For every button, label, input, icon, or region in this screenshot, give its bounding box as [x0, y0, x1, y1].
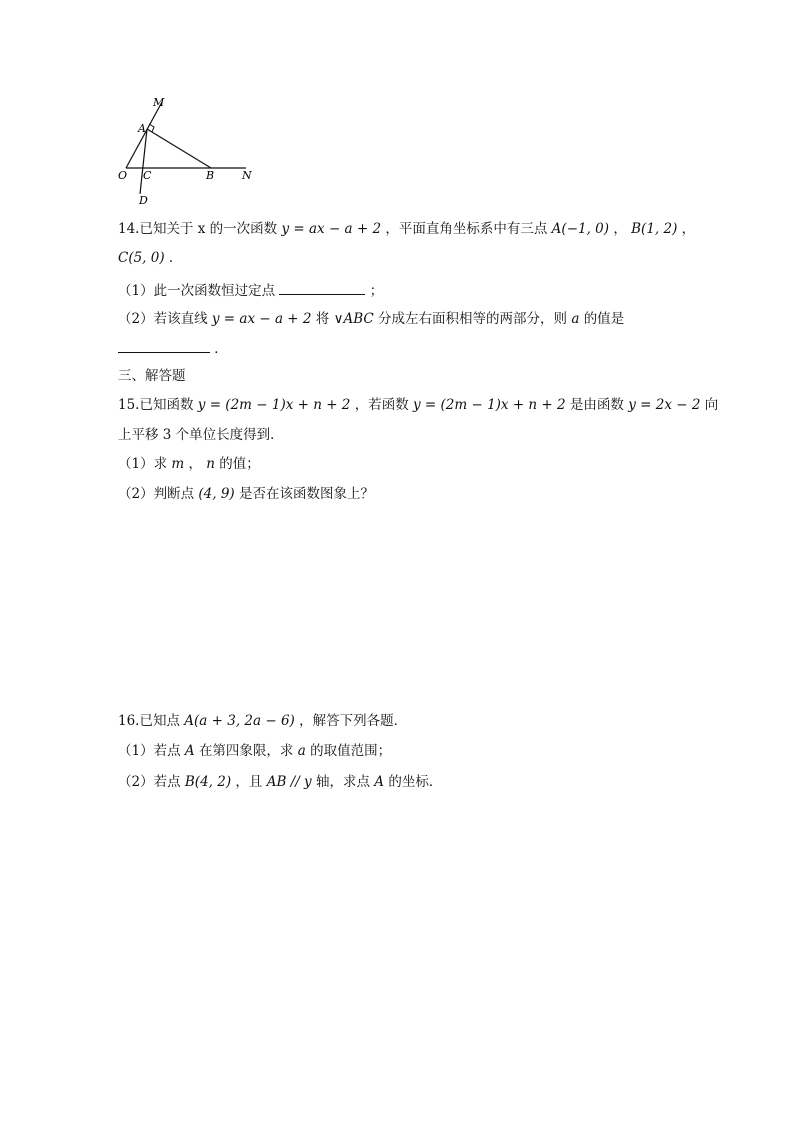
- q16-part2-prefix: （2）若点: [118, 774, 181, 790]
- label-M: M: [153, 96, 165, 109]
- q14-part2-line2: [118, 338, 228, 359]
- label-N: N: [242, 169, 252, 182]
- q15-part2-point: (4, 9): [198, 486, 235, 502]
- q14-part2-formula: y = ax − a + 2: [211, 311, 312, 327]
- q14-part2-tail: 的值是: [583, 311, 625, 327]
- q16-part2: [118, 772, 442, 792]
- q14-part2: [118, 309, 624, 329]
- label-O: O: [118, 169, 128, 182]
- q14-line2-end: ．: [168, 250, 183, 266]
- q14-point-A: A(−1, 0): [551, 221, 610, 237]
- q14-part1: [118, 280, 383, 301]
- q14-part1-end: ；: [369, 283, 384, 299]
- q14-part1-blank[interactable]: [279, 280, 365, 295]
- q16-part1-var: a: [297, 743, 306, 759]
- q16-prefix: 16.已知点: [118, 713, 180, 729]
- label-C: C: [143, 169, 152, 182]
- q16-part2-end: 的坐标．: [388, 774, 443, 790]
- q14-part2-triangle: ∨ABC: [333, 311, 374, 327]
- q15-formula2: y = (2m − 1)x + n + 2: [413, 397, 566, 413]
- q15-part1: [118, 454, 260, 474]
- q15-mid2: 是由函数: [569, 397, 624, 413]
- q15-part1-n: n: [206, 456, 215, 472]
- q15-part2: [118, 484, 374, 504]
- section-title-answers: 三、解答题: [118, 368, 186, 384]
- q15-part1-end: 的值；: [219, 456, 260, 472]
- q14-line1: [118, 219, 695, 239]
- q14-middle: ，平面直角坐标系中有三点: [385, 221, 548, 237]
- q15-part2-end: 是否在该函数图象上？: [238, 486, 374, 502]
- q16-part2-mid: ，且: [235, 774, 263, 790]
- q14-line2: [118, 248, 182, 268]
- q14-part1-prefix: （1）此一次函数恒过定点: [118, 283, 276, 299]
- q14-part2-mid: 将: [315, 311, 330, 327]
- q15-part1-prefix: （1）求: [118, 456, 168, 472]
- label-A: A: [138, 122, 146, 135]
- q15-prefix: 15.已知函数: [118, 397, 194, 413]
- line-AD: [140, 129, 147, 194]
- geometry-figure: [112, 92, 272, 210]
- q14-sep1: ，: [613, 221, 627, 237]
- q14-prefix: 14.已知关于 x 的一次函数: [118, 221, 278, 237]
- q15-mid: ，若函数: [354, 397, 409, 413]
- q14-part2-var: a: [571, 311, 580, 327]
- label-B: B: [206, 169, 215, 182]
- q14-sep2: ，: [681, 221, 696, 237]
- q16-part1-mid: 在第四象限，求: [198, 743, 294, 759]
- q14-point-C: C(5, 0): [118, 250, 165, 266]
- q15-line1: [118, 395, 718, 415]
- q15-tail: 向: [704, 397, 719, 413]
- q15-formula3: y = 2x − 2: [628, 397, 701, 413]
- q16-part2-B: B(4, 2): [184, 774, 232, 790]
- q15-part1-sep: ，: [188, 456, 202, 472]
- q15-line2: 上平移 3 个单位长度得到．: [118, 427, 284, 443]
- line-AB: [147, 129, 211, 168]
- q16-part1-A: A: [184, 743, 195, 759]
- q16-part1-end: 的取值范围；: [310, 743, 392, 759]
- q15-part1-m: m: [171, 456, 185, 472]
- q15-part2-prefix: （2）判断点: [118, 486, 195, 502]
- label-D: D: [139, 194, 148, 207]
- q14-point-B: B(1, 2): [631, 221, 678, 237]
- q14-part2-prefix: （2）若该直线: [118, 311, 208, 327]
- q16-part2-AB: AB // y: [266, 774, 312, 790]
- q16-line1: [118, 711, 407, 731]
- q15-formula1: y = (2m − 1)x + n + 2: [197, 397, 351, 413]
- q14-part2-rest: 分成左右面积相等的两部分，则: [378, 311, 568, 327]
- q16-part2-tail: 轴，求点: [315, 774, 370, 790]
- q16-tail: ，解答下列各题．: [299, 713, 408, 729]
- q16-part1-prefix: （1）若点: [118, 743, 181, 759]
- q14-part2-end: ．: [214, 341, 228, 357]
- q14-formula: y = ax − a + 2: [281, 221, 382, 237]
- q16-point-A: A(a + 3, 2a − 6): [184, 713, 295, 729]
- q14-part2-blank[interactable]: [118, 338, 210, 353]
- q16-part2-A: A: [374, 774, 385, 790]
- q16-part1: [118, 741, 391, 761]
